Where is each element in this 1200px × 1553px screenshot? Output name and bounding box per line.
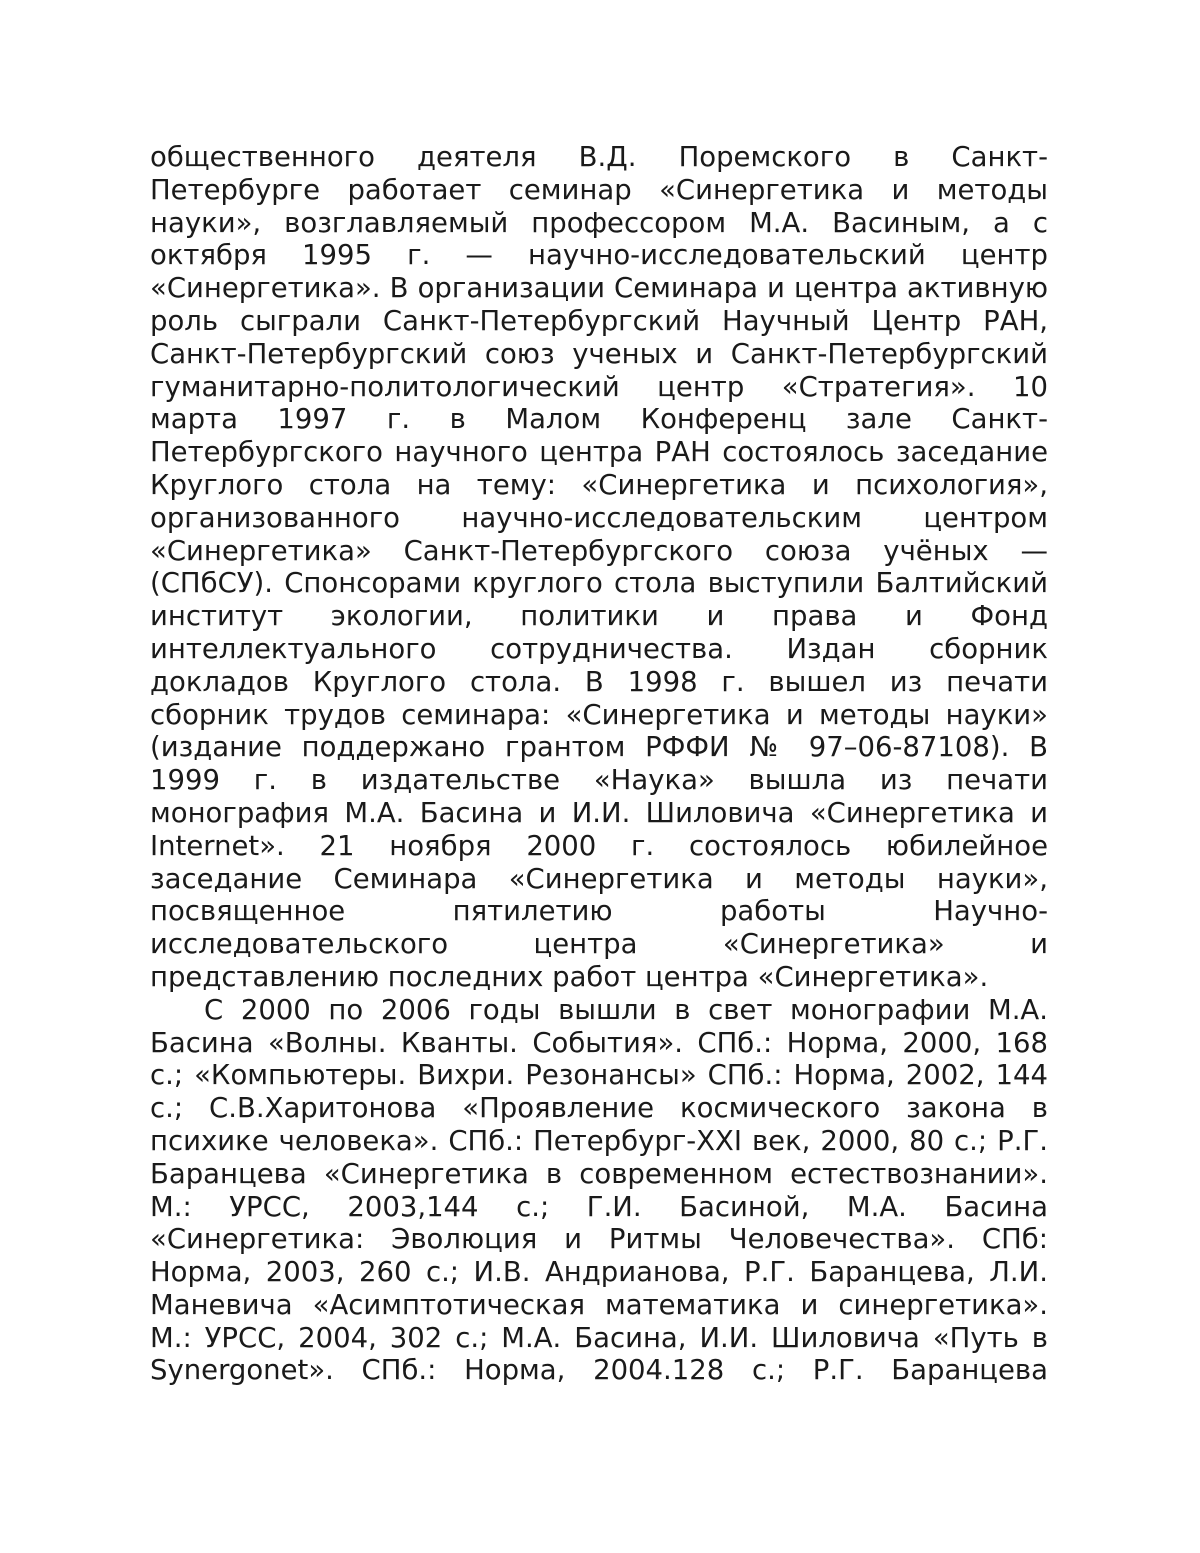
document-page — [150, 141, 1048, 1387]
paragraph-seminar-history: общественного деятеля В.Д. Поремского в Санкт-Петербурге работает семинар «Синергетика и методы науки», возглавляемый профессором М.А. Васиным, а с октября 1995 г. — научно-исследовательский центр «Синергетика». В организации Семинара и центра активную роль сыграли Санкт-Петербургский Научный Центр РАН, Санкт-Петербургский союз ученых и Санкт-Петербургский гуманитарно-политологический центр «Стратегия». 10 марта 1997 г. в Малом Конференц зале Санкт-Петербургского научного центра РАН состоялось заседание Круглого стола на тему: «Синергетика и психология», организованного научно-исследовательским центром «Синергетика» Санкт-Петербургского союза учёных — (СПбСУ). Спонсорами круглого стола выступили Балтийский институт экологии, политики и права и Фонд интеллектуального сотрудничества. Издан сборник докладов Круглого стола. В 1998 г. вышел из печати сборник трудов семинара: «Синергетика и методы науки» (издание поддержано грантом РФФИ № 97–06-87108). В 1999 г. в издательстве «Наука» вышла из печати монография М.А. Басина и И.И. Шиловича «Синергетика и Internet». 21 ноября 2000 г. состоялось юбилейное заседание Семинара «Синергетика и методы науки», посвященное пятилетию работы Научно-исследовательского центра «Синергетика» и представлению последних работ центра «Синергетика». — [150, 141, 1048, 993]
paragraph-monographs: С 2000 по 2006 годы вышли в свет монографии М.А. Басина «Волны. Кванты. События». СПб.: Норма, 2000, 168 с.; «Компьютеры. Вихри. Резонансы» СПб.: Норма, 2002, 144 с.; С.В.Харитонова «Проявление космического закона в психике человека». СПб.: Петербург-XXI век, 2000, 80 с.; Р.Г. Баранцева «Синергетика в современном естествознании». М.: УРСС, 2003,144 с.; Г.И. Басиной, М.А. Басина «Синергетика: Эволюция и Ритмы Человечества». СПб: Норма, 2003, 260 с.; И.В. Андрианова, Р.Г. Баранцева, Л.И. Маневича «Асимптотическая математика и синергетика». М.: УРСС, 2004, 302 с.; М.А. Басина, И.И. Шиловича «Путь в Synergonet». СПб.: Норма, 2004.128 с.; Р.Г. Баранцева — [150, 993, 1048, 1387]
